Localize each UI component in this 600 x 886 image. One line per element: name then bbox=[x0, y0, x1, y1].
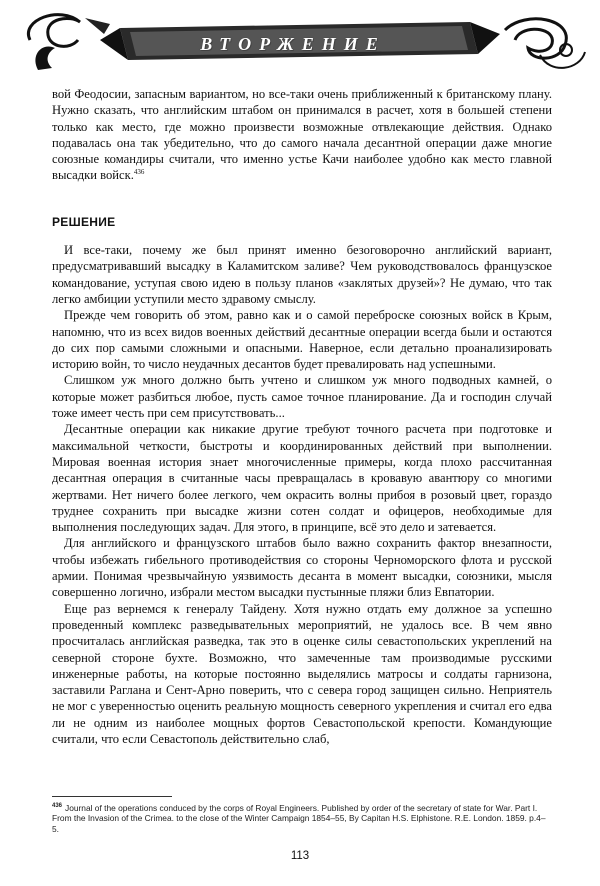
footnote-reference: 436 bbox=[133, 168, 145, 177]
footnote-divider bbox=[52, 796, 172, 797]
paragraph: Десантные операции как никакие другие требуют точного расчета при подготовке и максимальной четкости, быстроты и координированных действий при выполнении. Мировая военная история знает многочисленные примеры, когда плохо рассчитанная десантная операция в считанные часы превращалась в кровавую авантюру со многими жертвами. Нет ничего более легкого, чем окрасить волны прибоя в розовый цвет, гораздо труднее сохранить при высадке жизни сотен солдат и офицеров, необходимые для выполнения последующих задач. Для этого, в принципе, всё это дело и затевается. bbox=[52, 422, 552, 535]
page-number: 113 bbox=[290, 850, 310, 862]
paragraph: Слишком уж много должно быть учтено и слишком уж много подводных камней, о которые может разбиться любое, пусть самое точное планирование. Да и господин случай тоже имеет честь при сем присутствовать... bbox=[52, 373, 552, 421]
paragraph: Прежде чем говорить об этом, равно как и о самой переброске союзных войск в Крым, напомню, что из всех видов военных действий десантные операции всегда были и остаются до сих пор самыми сложными и опасными. Наверное, если детально проанализировать историю войн, то число неудачных десантов будет превалировать над успешными. bbox=[52, 308, 552, 372]
paragraph: Для английского и французского штабов было важно сохранить фактор внезапности, чтобы избежать гибельного противодействия со стороны Черноморского флота и русской армии. Понимая чрезвычайную уязвимость десанта в момент высадки, союзники, мысля совершенно логично, избрали местом высадки пустынные пляжи близ Евпатории. bbox=[52, 536, 552, 600]
chapter-header-banner bbox=[0, 0, 600, 88]
paragraph: И все-таки, почему же был принят именно безоговорочно английский вариант, предусматривавший высадку в Каламитском заливе? Чем руководствовалось французское командование, уступая свою идею в пользу планов «заклятых друзей»? Не думаю, что так легко амбиции уступили место здравому смыслу. bbox=[52, 243, 552, 306]
chapter-title: ВТОРЖЕНИЕ bbox=[200, 34, 386, 54]
section-heading: РЕШЕНИЕ bbox=[52, 214, 116, 229]
footnote bbox=[52, 801, 552, 834]
footnote-text: Journal of the operations conduced by the corps of Royal Engineers. Published by order of the secretary of state for War. Part I. From the Invasion of the Crimea. to the close of the Winter Campaign 1854–55, By Capitan H.S. Elphistone. R.E. London. 1859. p.4–5. bbox=[52, 802, 546, 834]
paragraph-continued bbox=[52, 86, 552, 184]
paragraph-text: вой Феодосии, запасным вариантом, но все-таки очень приближенный к британскому плану. Нужно сказать, что английским штабом он принимался в расчет, хотя в большей степени только как место, где можно произвести возможные отвлекающие действия. Однако подавалась она так убедительно, что до самого начала десантной операции даже многие союзные командиры считали, что именно устье Качи наиболее удобно как место главной высадки войск. bbox=[52, 87, 552, 183]
footnote-number: 436 bbox=[52, 803, 63, 809]
paragraph: Еще раз вернемся к генералу Тайдену. Хотя нужно отдать ему должное за успешно проведенный комплекс разведывательных мероприятий, не удалось все. В чем явно просчиталась английская разведка, так это в оценке силы севастопольских укреплений на северной стороне бухте. Возможно, что замеченные там производимые русскими инженерные работы, на которые постоянно выделялись матросы и солдаты гарнизона, заставили Раглана и Сент-Арно поверить, что с севера город защищен сильно. Неприятель не мог с уверенностью оценить реальную мощность северного укрепления и считал его едва ли не одним из наиболее мощных фортов Севастопольской крепости. Командующие считали, что если Севастополь действительно слаб, bbox=[52, 601, 552, 746]
main-text bbox=[52, 86, 552, 747]
